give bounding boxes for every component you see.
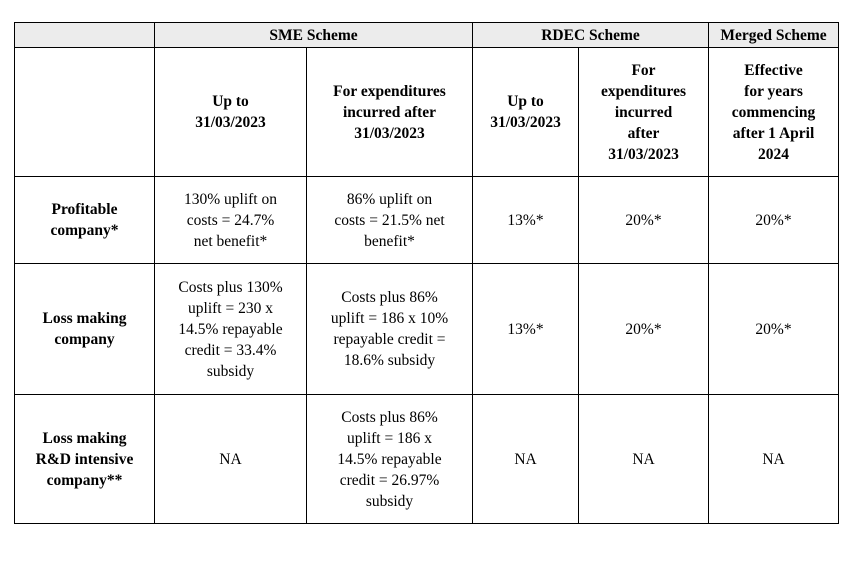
table-row-rd-intensive-company (15, 395, 839, 524)
table-cell-sme-after: 86% uplift on costs = 21.5% net benefit* (307, 177, 473, 264)
rdec-up-to-header: Up to 31/03/2023 (473, 48, 579, 177)
row-label-header-cell (15, 48, 155, 177)
row-label: Loss making R&D intensive company** (15, 395, 155, 524)
table-cell-sme-after: Costs plus 86% uplift = 186 x 14.5% repayable credit = 26.97% subsidy (307, 395, 473, 524)
table-cell-rdec-after: 20%* (579, 264, 709, 395)
table-row-profitable-company (15, 177, 839, 264)
table-cell-rdec-up-to: 13%* (473, 264, 579, 395)
rd-tax-relief-comparison-table (14, 22, 839, 524)
table-cell-sme-after: Costs plus 86% uplift = 186 x 10% repayable credit = 18.6% subsidy (307, 264, 473, 395)
rdec-scheme-header: RDEC Scheme (473, 23, 709, 48)
rdec-after-header: For expenditures incurred after 31/03/2023 (579, 48, 709, 177)
table-cell-rdec-up-to: 13%* (473, 177, 579, 264)
header-corner-cell (15, 23, 155, 48)
table-cell-rdec-up-to: NA (473, 395, 579, 524)
period-header-row (15, 48, 839, 177)
rd-tax-relief-table-container (14, 22, 838, 524)
merged-effective-header: Effective for years commencing after 1 April 2024 (709, 48, 839, 177)
sme-after-header: For expenditures incurred after 31/03/2023 (307, 48, 473, 177)
sme-scheme-header: SME Scheme (155, 23, 473, 48)
table-cell-sme-up-to: NA (155, 395, 307, 524)
table-row-loss-making-company (15, 264, 839, 395)
table-cell-merged: 20%* (709, 264, 839, 395)
table-cell-merged: 20%* (709, 177, 839, 264)
merged-scheme-header: Merged Scheme (709, 23, 839, 48)
scheme-group-header-row (15, 23, 839, 48)
table-cell-rdec-after: 20%* (579, 177, 709, 264)
row-label: Loss making company (15, 264, 155, 395)
table-cell-sme-up-to: 130% uplift on costs = 24.7% net benefit* (155, 177, 307, 264)
table-cell-rdec-after: NA (579, 395, 709, 524)
table-cell-sme-up-to: Costs plus 130% uplift = 230 x 14.5% repayable credit = 33.4% subsidy (155, 264, 307, 395)
sme-up-to-header: Up to 31/03/2023 (155, 48, 307, 177)
table-cell-merged: NA (709, 395, 839, 524)
row-label: Profitable company* (15, 177, 155, 264)
